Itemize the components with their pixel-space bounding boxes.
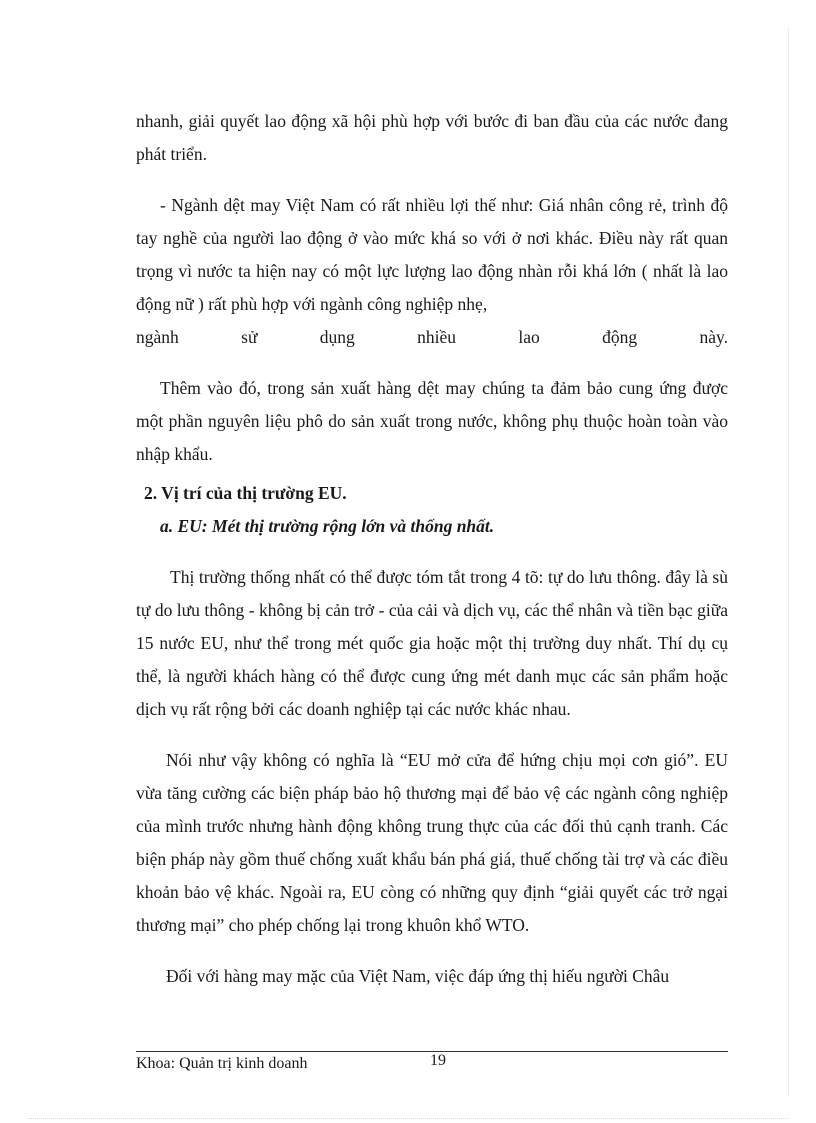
paragraph-3: Thêm vào đó, trong sản xuất hàng dệt may chúng ta đảm bảo cung ứng được một phần nguyên liệu phô do sản xuất trong nước, không phụ thuộc hoàn toàn vào nhập khẩu. xyxy=(136,378,728,464)
paragraph-4: Thị trường thống nhất có thể được tóm tắt trong 4 tõ: tự do lưu thông. đây là sù tự do lưu thông - không bị cản trở - của cải và dịch vụ, các thể nhân và tiền bạc giữa 15 nước EU, như thể trong mét quốc gia hoặc một thị trường duy nhất. Thí dụ cụ thể, là người khách hàng có thể được cung ứng mét danh mục các sản phẩm hoặc dịch vụ rất rộng bởi các doanh nghiệp tại các nước khác nhau. xyxy=(136,567,728,719)
document-body xyxy=(136,105,728,993)
page-number: 19 xyxy=(430,1052,446,1069)
paragraph-1: nhanh, giải quyết lao động xã hội phù hợp với bước đi ban đầu của các nước đang phát triển. xyxy=(136,111,728,164)
paragraph-5: Nói như vậy không có nghĩa là “EU mở cửa để hứng chịu mọi cơn gió”. EU vừa tăng cường các biện pháp bảo hộ thương mại để bảo vệ các ngành công nghiệp của mình trước nhưng hành động không trung thực của các đối thủ cạnh tranh. Các biện pháp này gồm thuế chống xuất khẩu bán phá giá, thuế chống tài trợ và các điều khoản bảo vệ khác. Ngoài ra, EU còng có những quy định “giải quyết các trở ngại thương mại” cho phép chống lại trong khuôn khổ WTO. xyxy=(136,750,728,935)
section-heading: 2. Vị trí của thị trường EU. xyxy=(144,483,347,503)
footer-faculty: Khoa: Quản trị kinh doanh xyxy=(136,1055,308,1072)
page-edge-bottom xyxy=(28,1118,788,1119)
paragraph-6: Đối với hàng may mặc của Việt Nam, việc đáp ứng thị hiếu người Châu xyxy=(166,966,670,986)
page-edge-right xyxy=(788,28,789,1095)
paragraph-2-bullet: - Ngành dệt may Việt Nam có rất nhiều lợi thế như: Giá nhân công rẻ, trình độ tay nghề của người lao động ở vào mức khá so với ở nơi khác. Điều này rất quan trọng vì nước ta hiện nay có một lực lượng lao động nhàn rỗi khá lớn ( nhất là lao động nữ ) rất phù hợp với ngành công nghiệp nhẹ, xyxy=(136,195,728,314)
section-subheading: a. EU: Mét thị trường rộng lớn và thống nhất. xyxy=(160,516,495,536)
paragraph-2-tail: ngành sử dụng nhiều lao động này. xyxy=(136,327,728,347)
